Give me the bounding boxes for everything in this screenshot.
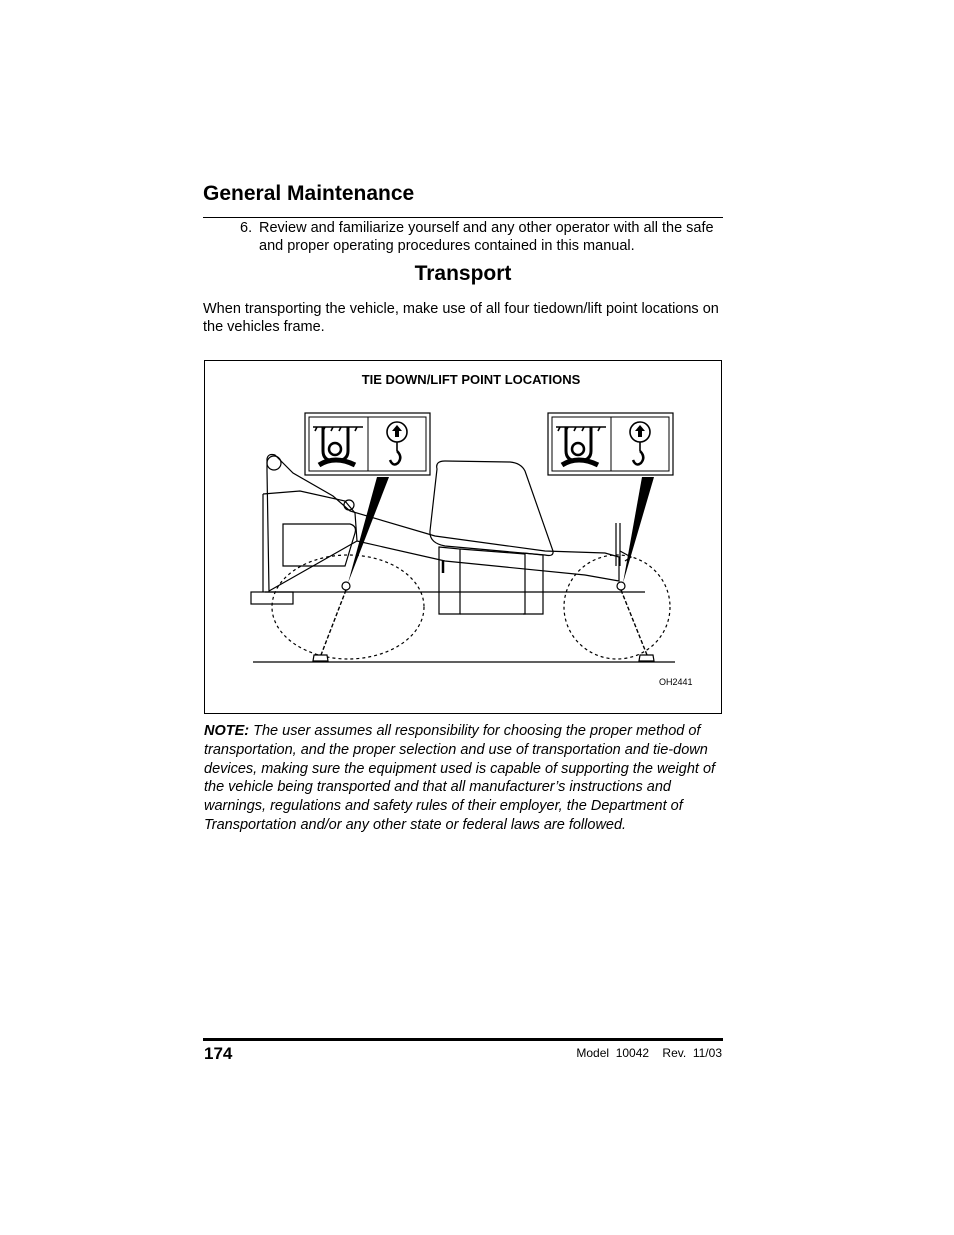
figure-id: OH2441 xyxy=(659,677,693,687)
step-number: 6. xyxy=(240,220,253,236)
figure-title: TIE DOWN/LIFT POINT LOCATIONS xyxy=(361,372,581,387)
vehicle-illustration xyxy=(205,361,721,713)
transport-intro: When transporting the vehicle, make use of all four tiedown/lift point locations on the vehicles frame. xyxy=(203,301,719,335)
section-title: General Maintenance xyxy=(203,182,415,205)
front-anchor xyxy=(313,655,328,661)
front-tiedown-point xyxy=(342,582,350,590)
front-foot xyxy=(251,592,293,604)
engine-box xyxy=(460,549,525,614)
transport-title: Transport xyxy=(414,262,512,285)
boom-window xyxy=(283,524,355,566)
step-text: Review and familiarize yourself and any other operator with all the safe and proper operating procedures contained in this manual. xyxy=(259,220,714,254)
engine-side xyxy=(439,547,460,614)
footer-model: Model 10042 Rev. 11/03 xyxy=(576,1046,722,1060)
note-label: NOTE: xyxy=(204,723,250,739)
rear-anchor xyxy=(639,655,654,661)
rear-wheel xyxy=(564,555,670,659)
front-chain xyxy=(321,590,346,655)
front-leader xyxy=(348,477,389,583)
footer-rule xyxy=(203,1038,723,1041)
tie-down-figure xyxy=(204,360,722,714)
rear-decal xyxy=(548,413,673,475)
rear-leader xyxy=(623,477,654,583)
boom-upper-line xyxy=(263,491,357,541)
rear-chain xyxy=(621,590,647,655)
front-wheel xyxy=(272,555,424,659)
note-text: The user assumes all responsibility for choosing the proper method of transportation, and the proper selection and use of transportation and tie-down devices, making sure the equipment used is capable of supporting the weight of the vehicle being transported and that all manufacturer’s instructions and warnings, regulations and safety rules of their employer, the Department of Transportation and/or any other state or federal laws are followed. xyxy=(204,723,716,833)
cab-seat xyxy=(430,461,553,556)
front-decal xyxy=(305,413,430,475)
page-number: 174 xyxy=(204,1044,233,1063)
boom-pivot xyxy=(267,456,281,470)
rear-tiedown-point xyxy=(617,582,625,590)
note-paragraph xyxy=(204,722,729,835)
step-item xyxy=(240,220,730,255)
header-rule xyxy=(203,217,723,218)
